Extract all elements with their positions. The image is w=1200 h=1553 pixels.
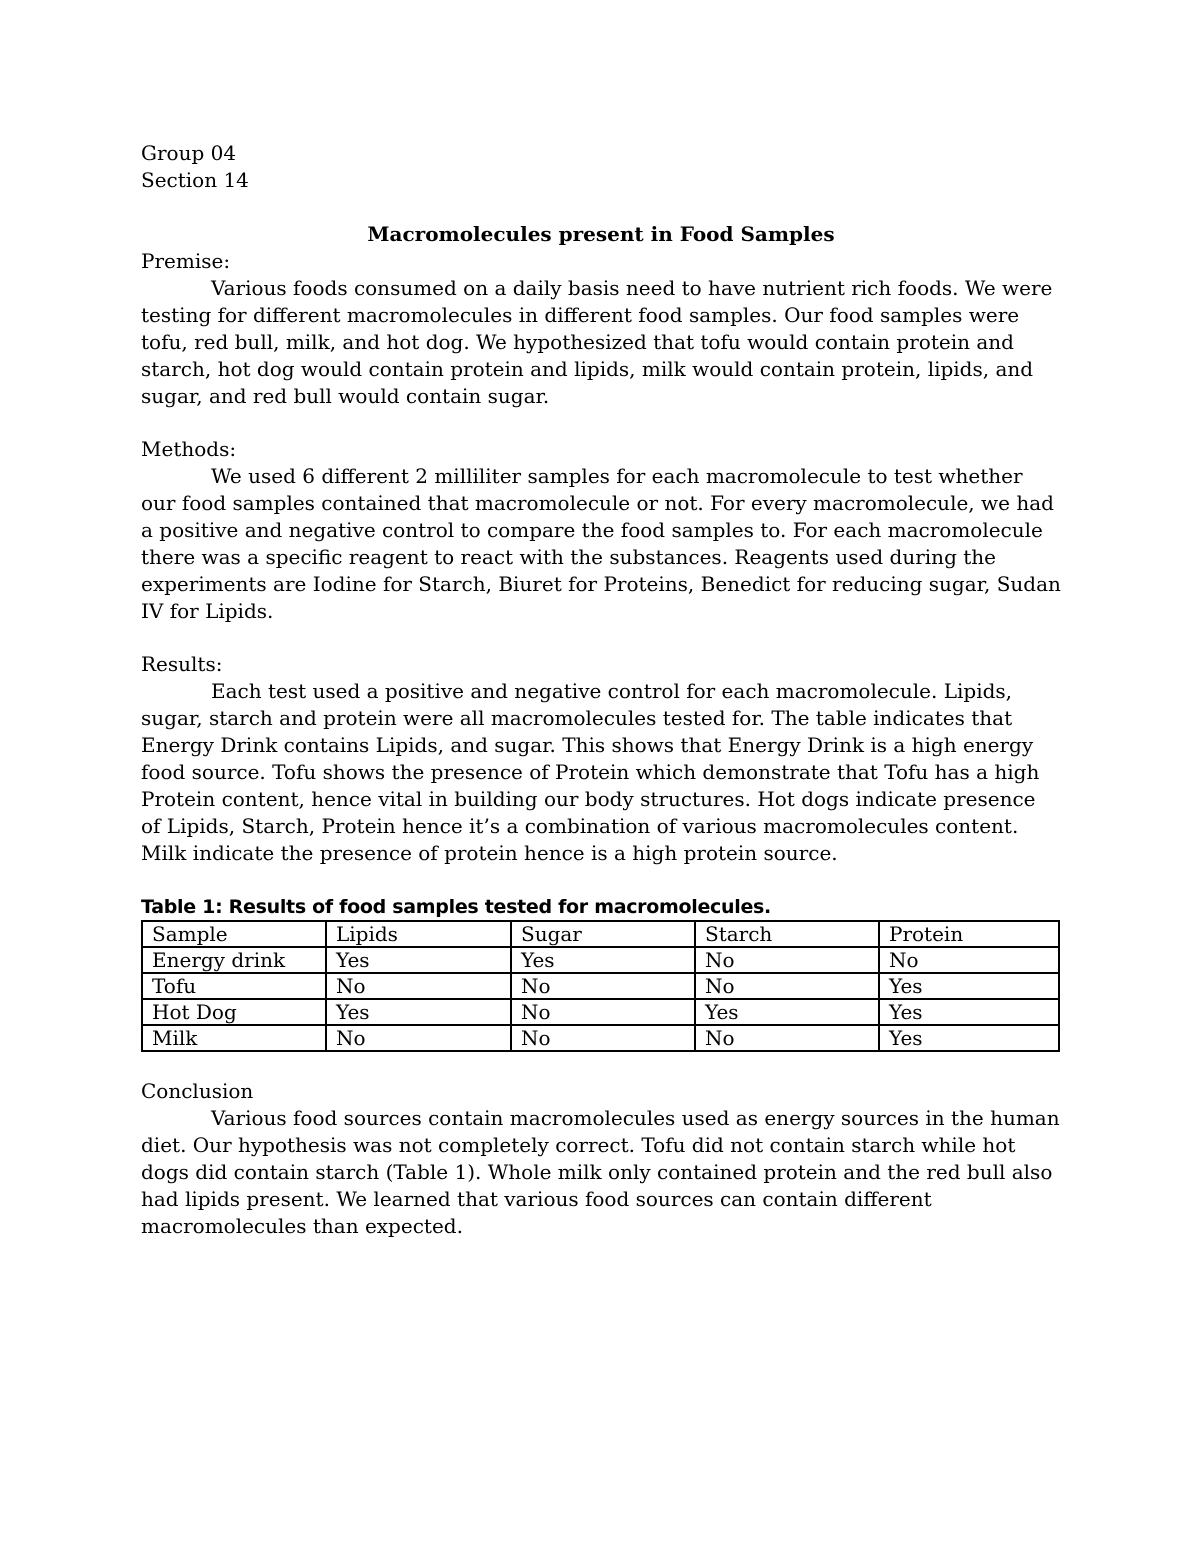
table-cell: No (695, 1025, 879, 1051)
table-cell: Yes (326, 999, 511, 1025)
table-caption: Table 1: Results of food samples tested for macromolecules. (141, 896, 771, 918)
table-cell: Yes (879, 973, 1059, 999)
table-cell: Yes (326, 947, 511, 973)
group-label: Group 04 (141, 141, 237, 165)
results-table (141, 920, 1060, 1052)
table-cell: Milk (142, 1025, 326, 1051)
header-cell: Lipids (326, 921, 511, 947)
table-row (142, 1025, 1059, 1051)
conclusion-heading: Conclusion (141, 1079, 254, 1103)
table-cell: No (879, 947, 1059, 973)
table-row (142, 973, 1059, 999)
methods-heading: Methods: (141, 437, 237, 461)
table-cell: No (326, 973, 511, 999)
table-cell: No (695, 947, 879, 973)
table-cell: Yes (511, 947, 695, 973)
table-cell: Energy drink (142, 947, 326, 973)
table-header-row (142, 921, 1059, 947)
table-cell: Yes (695, 999, 879, 1025)
methods-paragraph: We used 6 different 2 milliliter samples for each macromolecule to test whether our food samples contained that macromolecule or not. For every macromolecule, we had a positive and negative control to compare the food samples to. For each macromolecule there was a specific reagent to react with the substances. Reagents used during the experiments are Iodine for Starch, Biuret for Proteins, Benedict for reducing sugar, Sudan IV for Lipids. (141, 464, 1061, 623)
header-cell: Sample (142, 921, 326, 947)
header-cell: Starch (695, 921, 879, 947)
document-page (141, 140, 1061, 1240)
results-heading: Results: (141, 652, 223, 676)
table-cell: No (511, 1025, 695, 1051)
table-row (142, 999, 1059, 1025)
table-cell: Tofu (142, 973, 326, 999)
table-cell: No (326, 1025, 511, 1051)
header-cell: Protein (879, 921, 1059, 947)
conclusion-paragraph: Various food sources contain macromolecules used as energy sources in the human diet. Our hypothesis was not completely correct. Tofu did not contain starch while hot dogs did contain starch (Table 1). Whole milk only contained protein and the red bull also had lipids present. We learned that various food sources can contain different macromolecules than expected. (141, 1106, 1060, 1238)
document-title: Macromolecules present in Food Samples (367, 222, 835, 246)
results-paragraph: Each test used a positive and negative control for each macromolecule. Lipids, sugar, starch and protein were all macromolecules tested for. The table indicates that Energy Drink contains Lipids, and sugar. This shows that Energy Drink is a high energy food source. Tofu shows the presence of Protein which demonstrate that Tofu has a high Protein content, hence vital in building our body structures. Hot dogs indicate presence of Lipids, Starch, Protein hence it’s a combination of various macromolecules content. Milk indicate the presence of protein hence is a high protein source. (141, 679, 1040, 865)
table-cell: Yes (879, 1025, 1059, 1051)
section-label: Section 14 (141, 168, 249, 192)
table-cell: Yes (879, 999, 1059, 1025)
header-cell: Sugar (511, 921, 695, 947)
table-cell: No (511, 999, 695, 1025)
premise-paragraph: Various foods consumed on a daily basis need to have nutrient rich foods. We were testing for different macromolecules in different food samples. Our food samples were tofu, red bull, milk, and hot dog. We hypothesized that tofu would contain protein and starch, hot dog would contain protein and lipids, milk would contain protein, lipids, and sugar, and red bull would contain sugar. (141, 276, 1053, 408)
table-cell: Hot Dog (142, 999, 326, 1025)
premise-heading: Premise: (141, 249, 231, 273)
table-row (142, 947, 1059, 973)
table-cell: No (695, 973, 879, 999)
table-cell: No (511, 973, 695, 999)
